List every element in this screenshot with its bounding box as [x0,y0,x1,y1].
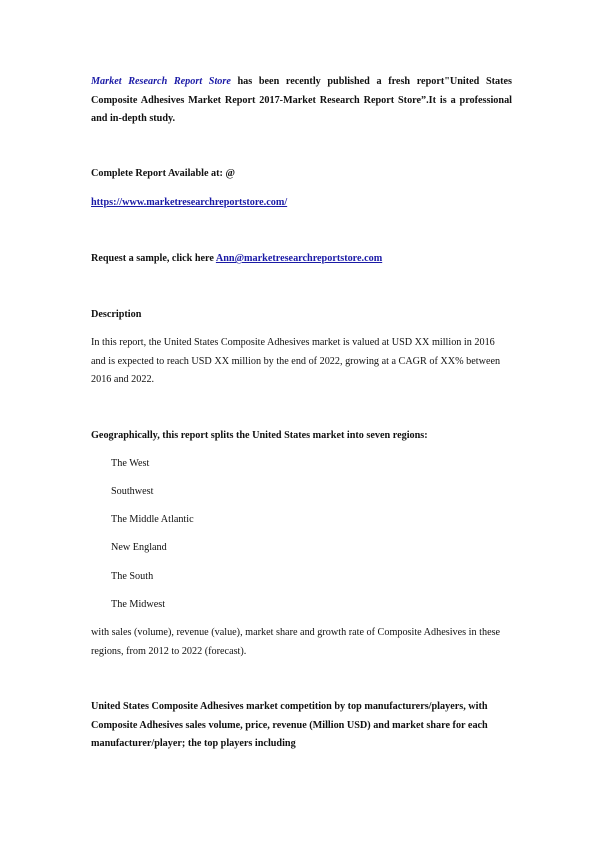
region-item: The South [111,571,154,582]
region-item: New England [111,542,167,553]
sample-label: Request a sample, click here [91,253,216,264]
region-item: Southwest [111,486,154,497]
intro-paragraph [91,73,512,129]
description-heading: Description [91,309,142,320]
description-text: In this report, the United States Composite Adhesives market is valued at USD XX million in 2016 and is expected to reach USD XX million by the end of 2022, growing at a CAGR of XX% between 2016 and 2022. [91,337,501,385]
region-item: The Midwest [111,599,166,610]
regions-heading: Geographically, this report splits the United States market into seven regions: [91,430,428,441]
sample-email-link[interactable]: Ann@marketresearchreportstore.com [215,253,383,264]
complete-report-label: Complete Report Available at: @ [91,168,235,179]
report-url-link[interactable]: https://www.marketresearchreportstore.com/ [91,197,288,208]
brand-name: Market Research Report Store [91,76,231,87]
region-item: The Middle Atlantic [111,514,194,525]
competition-heading: United States Composite Adhesives market competition by top manufacturers/players, with Composite Adhesives sales volume, price, revenue (Million USD) and market share for each manufacturer/player; the top players including [91,701,488,749]
sample-request-line [91,250,512,269]
intro-text: has been recently published a fresh report"United States Composite Adhesives Market Report 2017-Market Research Report Store”.It is a professional and in-depth study. [91,76,512,124]
complete-report-url-line [91,194,512,213]
regions-footer-text: with sales (volume), revenue (value), market share and growth rate of Composite Adhesives in these regions, from 2012 to 2022 (forecast). [91,627,501,657]
region-item: The West [111,458,150,469]
